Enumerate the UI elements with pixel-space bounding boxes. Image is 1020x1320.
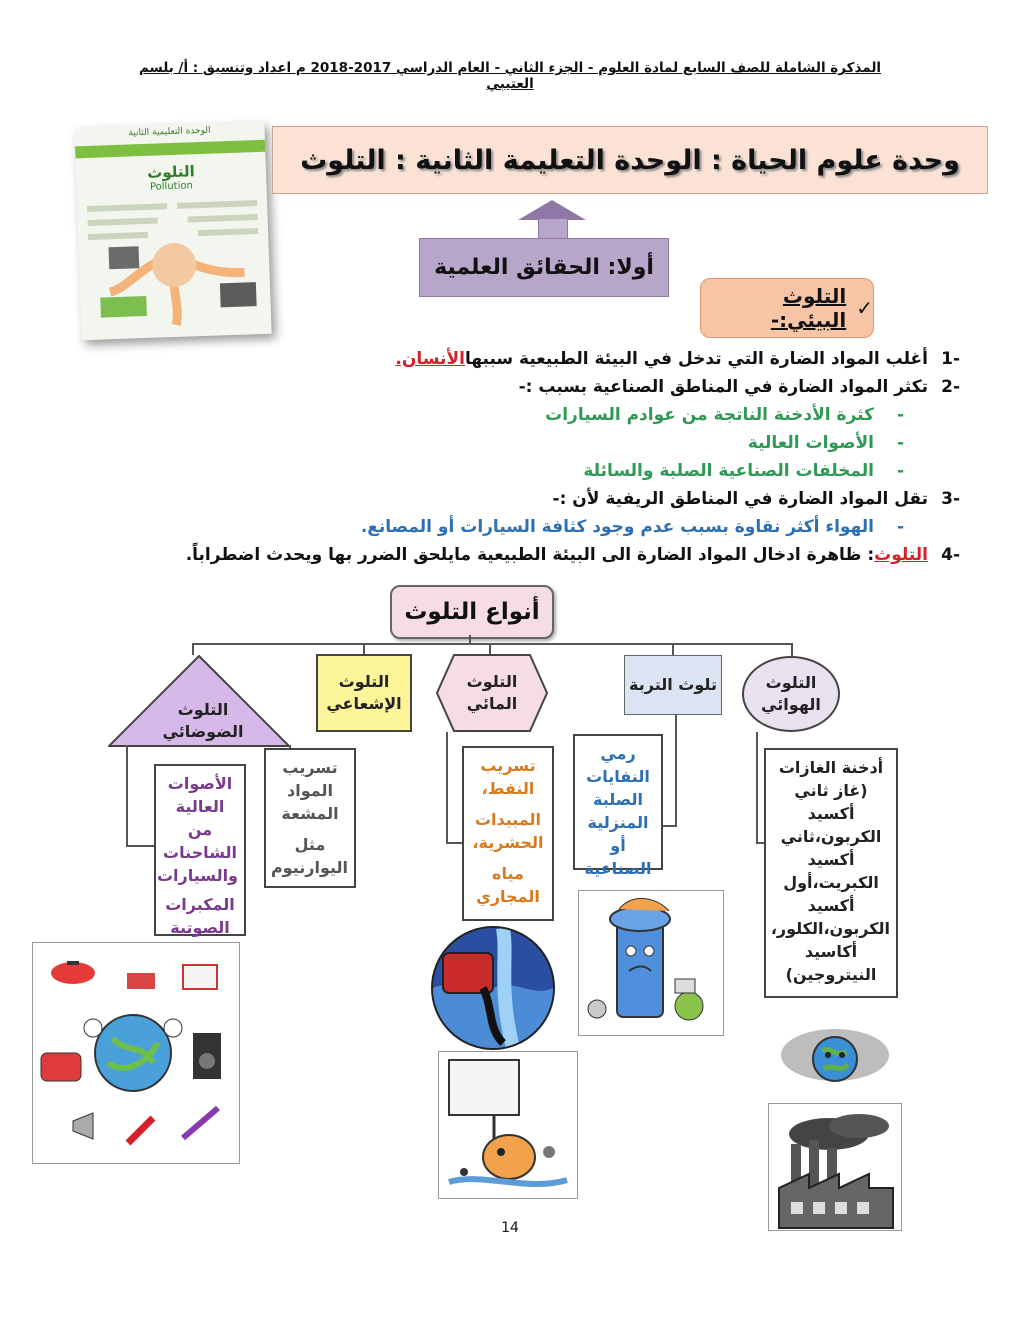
subsection-label: التلوث البيئي:-	[770, 284, 847, 332]
fact-term: التلوث	[874, 545, 928, 565]
fact-text: أغلب المواد الضارة التي تدخل في البيئة الطبيعية سببها	[464, 349, 928, 369]
detail-air: أدخنة الغازات (غاز ثاني أكسيد الكربون،ثاني أكسيد الكبريت،أول أكسيد الكربون،الكلور، أكاسيد النيتروجين)	[764, 748, 898, 998]
fact-4	[160, 541, 960, 569]
type-air: التلوث الهوائي	[742, 656, 840, 732]
type-noise: التلوث الضوضائي	[162, 700, 244, 741]
book-cover-unit: الوحدة التعليمية الثانية	[128, 125, 211, 139]
factory-icon	[769, 1104, 901, 1230]
connector	[192, 643, 194, 655]
reason-item: - الهواء أكثر نقاوة بسبب عدم وجود كثافة السيارات أو المصانع.	[360, 517, 904, 537]
type-soil: تلوث التربة	[624, 655, 722, 715]
connector	[672, 643, 674, 655]
earth-smog-illustration	[780, 1015, 890, 1095]
detail-noise: الأصوات العالية من الشاحنات والسيارات المكبرات الصوتية	[154, 764, 246, 936]
connector	[126, 745, 128, 845]
subsection-heading	[700, 278, 874, 338]
book-cover-subtitle: Pollution	[149, 180, 194, 193]
connector	[662, 825, 677, 827]
oil-barrel-icon	[433, 928, 553, 1048]
connector	[126, 845, 154, 847]
trash-bin-icon	[579, 891, 723, 1035]
book-cover-image	[74, 122, 271, 341]
page-header: المذكرة الشاملة للصف السابع لمادة العلوم - الجزء الثاني - العام الدراسي 2017-2018 م اعداد وتنسيق : أ/ بلسم العتيبي	[138, 60, 882, 92]
type-radiation: التلوث الإشعاعي	[316, 654, 412, 732]
fact-number: -3	[941, 489, 960, 509]
detail-water: تسريب النفط، المبيدات الحشرية، مياه المجاري	[462, 746, 554, 921]
page-number: 14	[501, 1220, 519, 1236]
fact-3	[160, 485, 960, 513]
fact-text: : ظاهرة ادخال المواد الضارة الى البيئة الطبيعية مايلحق الضرر بها ويحدث اضطراباً.	[185, 545, 875, 565]
fact-number: -2	[941, 377, 960, 397]
fish-illustration	[438, 1051, 578, 1199]
fish-protest-icon	[439, 1052, 577, 1198]
connector	[756, 732, 758, 842]
reason-item: - الأصوات العالية	[747, 433, 904, 453]
reason-item: - المخلفات الصناعية الصلبة والسائلة	[583, 461, 904, 481]
book-cover-art	[77, 192, 272, 341]
book-cover-title: التلوث	[146, 162, 195, 182]
connector	[446, 732, 448, 842]
facts-list	[160, 345, 960, 569]
connector	[446, 842, 462, 844]
earth-smog-icon	[780, 1015, 890, 1095]
noise-illustration	[32, 942, 240, 1164]
reason-item: - كثرة الأدخنة الناتجة من عوادم السيارات	[545, 405, 904, 425]
tree-root: أنواع التلوث	[390, 585, 554, 639]
up-arrow-icon	[518, 200, 586, 220]
noise-art-icon	[33, 943, 239, 1163]
fact-2	[160, 373, 960, 401]
page-title: وحدة علوم الحياة : الوحدة التعليمة الثانية : التلوث	[272, 126, 988, 194]
fact-text: تكثر المواد الضارة في المناطق الصناعية بسبب :-	[518, 377, 928, 397]
connector	[791, 643, 793, 656]
trash-illustration	[578, 890, 724, 1036]
fact-text: تقل المواد الضارة في المناطق الريفية لأن :-	[552, 489, 928, 509]
section-heading: أولا: الحقائق العلمية	[419, 238, 669, 297]
type-water: التلوث المائي	[466, 672, 518, 713]
fact-number: -4	[941, 545, 960, 565]
factory-illustration	[768, 1103, 902, 1231]
fact-number: -1	[941, 349, 960, 369]
oil-barrel-illustration	[431, 926, 555, 1050]
check-icon: ✓	[856, 296, 873, 320]
detail-soil: رمي النفايات الصلبة المنزلية أو الصناعية	[573, 734, 663, 870]
connector	[675, 715, 677, 825]
fact-highlight: الأنسان.	[395, 349, 465, 369]
connector	[192, 643, 792, 645]
detail-radiation: تسريب المواد المشعة مثل اليوارنيوم	[264, 748, 356, 888]
connector	[363, 643, 365, 654]
fact-1	[160, 345, 960, 373]
connector	[469, 635, 471, 643]
